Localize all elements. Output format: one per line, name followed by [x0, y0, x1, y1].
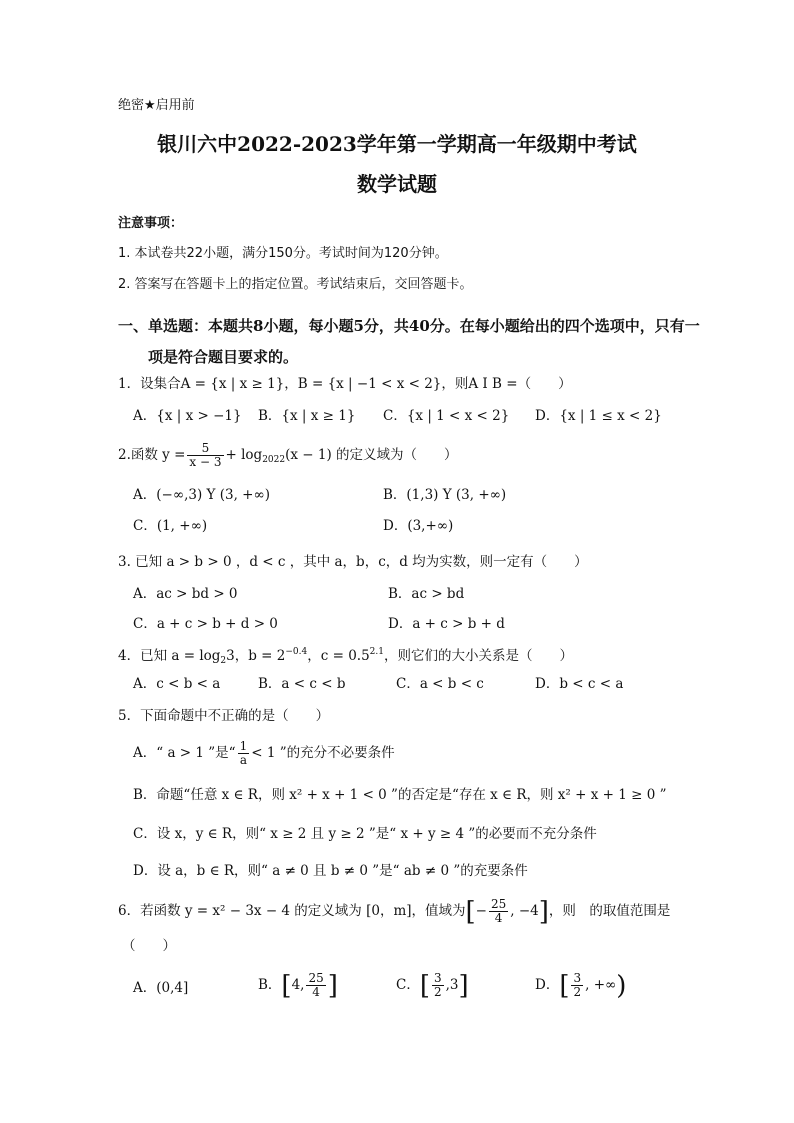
q5-option-a — [133, 740, 395, 767]
q5-option-d: D．设 a，b ∈ R，则“ a ≠ 0 且 b ≠ 0 ”是“ ab ≠ 0 ”的充要条件 — [133, 863, 528, 879]
q6-part: ，则 的取值范围是 — [548, 903, 671, 919]
q2-log: + log — [225, 447, 263, 463]
left-bracket: [ — [281, 971, 292, 1001]
subject-title: 数学试题 — [357, 172, 437, 196]
left-bracket: [ — [419, 971, 430, 1001]
q5-option-c: C．设 x，y ∈ R，则“ x ≥ 2 且 y ≥ 2 ”是“ x + y ≥ 4 ”的必要而不充分条件 — [133, 826, 597, 842]
right-bracket: ] — [538, 897, 549, 927]
q6-c-part: C． — [396, 977, 420, 993]
q4-log-base: 2 — [220, 656, 227, 666]
q6-option-d — [535, 972, 626, 999]
q6-range-num: 25 — [490, 897, 507, 911]
q6-d-den: 2 — [573, 985, 582, 999]
q2-fraction — [187, 442, 223, 469]
q5-a-part: A．“ a > 1 ”是“ — [133, 745, 236, 761]
q6-range-den: 4 — [494, 911, 503, 925]
q6-d-fraction — [571, 972, 583, 999]
q3-option-b: B．ac > bd — [388, 586, 465, 602]
q6-range-fraction — [489, 898, 508, 925]
q2-option-d: D．(3,+∞) — [383, 518, 454, 534]
section-heading-cont: 项是符合题目要求的。 — [148, 348, 299, 366]
q3-option-c: C．a + c > b + d > 0 — [133, 616, 278, 632]
q4-exponent: −0.4 — [285, 647, 308, 657]
exam-title: 银川六中2022-2023学年第一学期高一年级期中考试 — [157, 132, 637, 156]
q4-option-a: A．c < b < a — [133, 676, 221, 692]
question-4-stem — [118, 642, 573, 671]
q5-a-num: 1 — [239, 739, 248, 753]
q2-suffix: (x − 1) 的定义域为（ ） — [285, 447, 458, 463]
q6-part: − — [475, 903, 487, 919]
question-6-stem — [118, 898, 670, 925]
q4-option-b: B．a < c < b — [258, 676, 346, 692]
q6-c-fraction — [432, 972, 444, 999]
q4-part: ，c = 0.5 — [307, 648, 370, 664]
left-bracket: [ — [559, 971, 570, 1001]
q6-b-fraction — [306, 972, 325, 999]
notes-heading: 注意事项： — [118, 216, 184, 231]
q4-option-d: D．b < c < a — [535, 676, 624, 692]
q4-part: 4．已知 a = log — [118, 648, 221, 664]
q6-c-den: 2 — [434, 985, 442, 999]
q2-frac-den: x − 3 — [189, 455, 222, 469]
q3-option-a: A．ac > bd > 0 — [133, 586, 238, 602]
q2-prefix: 2.函数 y = — [118, 447, 186, 463]
question-1-stem: 1．设集合A = {x | x ≥ 1}，B = {x | −1 < x < 2}，则A I B =（ ） — [118, 376, 572, 392]
q2-option-b: B．(1,3) Y (3, +∞) — [383, 487, 507, 503]
q6-option-a: A．(0,4] — [133, 980, 189, 996]
question-2-stem — [118, 442, 458, 470]
question-5-stem: 5．下面命题中不正确的是（ ） — [118, 708, 330, 724]
q6-c-part: ,3 — [445, 977, 459, 993]
q6-paren: （ ） — [122, 938, 176, 954]
q6-option-b — [258, 972, 338, 999]
q6-b-part: B． — [258, 977, 282, 993]
q1-option-d: D．{x | 1 ≤ x < 2} — [535, 408, 662, 424]
q4-option-c: C．a < b < c — [396, 676, 484, 692]
q5-a-part: < 1 ”的充分不必要条件 — [251, 745, 395, 761]
q2-option-a: A．(−∞,3) Y (3, +∞) — [133, 487, 270, 503]
question-3-stem: 3. 已知 a > b > 0 ，d < c ，其中 a，b，c，d 均为实数，则一定有（ ） — [118, 554, 588, 570]
q6-d-num: 3 — [573, 971, 582, 985]
right-paren: ) — [616, 971, 627, 1001]
note-item: 1. 本试卷共22小题，满分150分。考试时间为120分钟。 — [118, 246, 448, 261]
note-item: 2. 答案写在答题卡上的指定位置。考试结束后，交回答题卡。 — [118, 277, 473, 292]
q4-part: ，则它们的大小关系是（ ） — [384, 648, 573, 664]
q2-log-base: 2022 — [262, 455, 286, 465]
q6-b-part: 4, — [291, 977, 305, 993]
q6-part: , −4 — [510, 903, 539, 919]
q4-exponent: 2.1 — [369, 647, 384, 657]
q5-a-fraction — [238, 740, 250, 767]
q6-b-den: 4 — [312, 985, 320, 999]
right-bracket: ] — [458, 971, 469, 1001]
q1-option-c: C．{x | 1 < x < 2} — [383, 408, 510, 424]
q6-part: 6．若函数 y = x² − 3x − 4 的定义域为 [0，m]，值域为 — [118, 903, 466, 919]
q6-c-num: 3 — [434, 971, 442, 985]
q1-option-a: A．{x | x > −1} — [133, 408, 242, 424]
q3-option-d: D．a + c > b + d — [388, 616, 505, 632]
q2-frac-num: 5 — [187, 442, 223, 456]
q1-option-b: B．{x | x ≥ 1} — [258, 408, 356, 424]
q5-option-b: B．命题“任意 x ∈ R，则 x² + x + 1 < 0 ”的否定是“存在 x ∈ R，则 x² + x + 1 ≥ 0 ” — [133, 787, 667, 803]
q6-d-part: , +∞ — [585, 977, 617, 993]
left-bracket: [ — [465, 897, 476, 927]
section-heading: 一、单选题：本题共8小题，每小题5分，共40分。在每小题给出的四个选项中，只有一 — [118, 317, 700, 335]
q6-b-num: 25 — [308, 971, 324, 985]
q4-part: 3，b = 2 — [226, 648, 286, 664]
q2-option-c: C．(1, +∞) — [133, 518, 208, 534]
right-bracket: ] — [327, 971, 338, 1001]
q5-a-den: a — [239, 753, 247, 767]
q6-option-c — [396, 972, 469, 999]
q6-d-part: D． — [535, 977, 560, 993]
secret-label: 绝密★启用前 — [118, 98, 195, 113]
